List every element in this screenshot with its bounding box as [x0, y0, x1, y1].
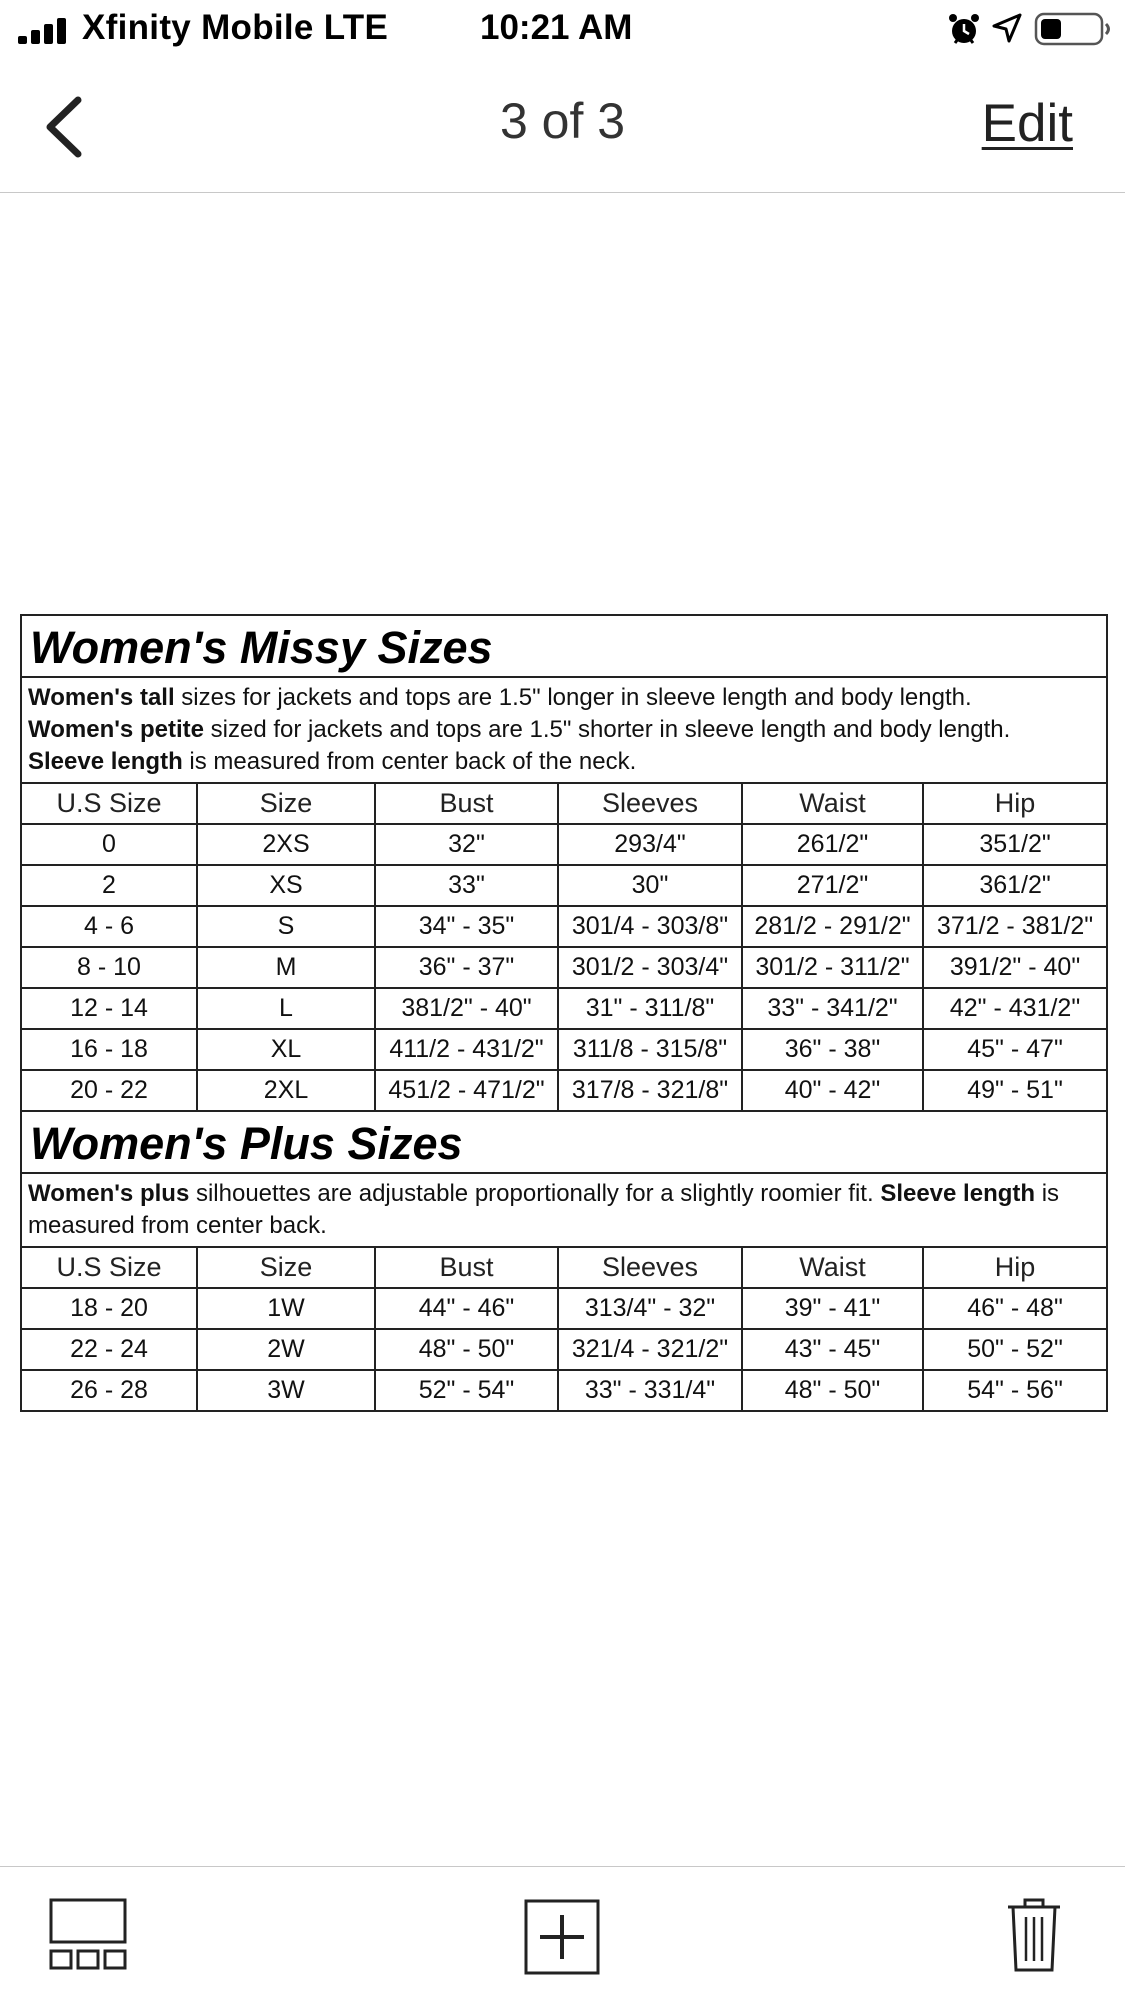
- table-cell: 313/4" - 32": [558, 1288, 742, 1329]
- missy-table-row: [21, 1070, 1107, 1111]
- table-cell: 301/4 - 303/8": [558, 906, 742, 947]
- alarm-icon: [947, 12, 981, 46]
- plus-header-row: [21, 1247, 1107, 1288]
- edit-button[interactable]: Edit: [981, 94, 1073, 153]
- table-cell: 33": [375, 865, 558, 906]
- table-cell: 48" - 50": [375, 1329, 558, 1370]
- table-cell: 40" - 42": [742, 1070, 923, 1111]
- table-cell: 49" - 51": [923, 1070, 1107, 1111]
- column-header: Size: [197, 1247, 375, 1288]
- table-cell: 31" - 311/8": [558, 988, 742, 1029]
- column-header: U.S Size: [21, 1247, 197, 1288]
- note-text: is measured from center back.: [28, 1180, 1060, 1239]
- table-cell: 271/2": [742, 865, 923, 906]
- table-cell: 46" - 48": [923, 1288, 1107, 1329]
- table-cell: 321/4 - 321/2": [558, 1329, 742, 1370]
- plus-section-title: Women's Plus Sizes: [21, 1111, 1107, 1173]
- note-bold: Women's plus: [28, 1180, 190, 1207]
- table-cell: 411/2 - 431/2": [375, 1029, 558, 1070]
- note-text: silhouettes are adjustable proportionally for a slightly roomier fit.: [189, 1180, 881, 1207]
- table-cell: 43" - 45": [742, 1329, 923, 1370]
- signal-icon: [18, 18, 70, 44]
- bottom-toolbar: [0, 1866, 1125, 2002]
- table-cell: 33" - 331/4": [558, 1370, 742, 1411]
- table-cell: 311/8 - 315/8": [558, 1029, 742, 1070]
- table-cell: 45" - 47": [923, 1029, 1107, 1070]
- table-cell: 12 - 14: [21, 988, 197, 1029]
- table-cell: 261/2": [742, 824, 923, 865]
- plus-table-row: [21, 1370, 1107, 1411]
- table-cell: 361/2": [923, 865, 1107, 906]
- plus-notes: [21, 1173, 1107, 1247]
- note-text: is measured from center back of the neck.: [182, 748, 637, 775]
- table-cell: 48" - 50": [742, 1370, 923, 1411]
- table-cell: 371/2 - 381/2": [923, 906, 1107, 947]
- table-cell: 33" - 341/2": [742, 988, 923, 1029]
- table-cell: 44" - 46": [375, 1288, 558, 1329]
- table-cell: S: [197, 906, 375, 947]
- table-cell: 293/4": [558, 824, 742, 865]
- grid-view-icon[interactable]: [48, 1897, 128, 1971]
- column-header: Waist: [742, 783, 923, 824]
- table-cell: 451/2 - 471/2": [375, 1070, 558, 1111]
- plus-table-row: [21, 1288, 1107, 1329]
- size-chart-table: [20, 614, 1108, 1412]
- table-cell: 2W: [197, 1329, 375, 1370]
- table-cell: 4 - 6: [21, 906, 197, 947]
- table-cell: XL: [197, 1029, 375, 1070]
- carrier-name: Xfinity Mobile LTE: [82, 8, 389, 47]
- missy-section-title: Women's Missy Sizes: [21, 615, 1107, 677]
- table-cell: 34" - 35": [375, 906, 558, 947]
- note-bold: Women's petite: [28, 716, 204, 743]
- column-header: U.S Size: [21, 783, 197, 824]
- table-cell: 2: [21, 865, 197, 906]
- note-text: sizes for jackets and tops are 1.5" longer in sleeve length and body length.: [174, 684, 972, 711]
- table-cell: 2XL: [197, 1070, 375, 1111]
- table-cell: 36" - 38": [742, 1029, 923, 1070]
- missy-header-row: [21, 783, 1107, 824]
- missy-table-row: [21, 824, 1107, 865]
- table-cell: 381/2" - 40": [375, 988, 558, 1029]
- missy-notes: [21, 677, 1107, 783]
- battery-icon: [1034, 11, 1112, 47]
- table-cell: 42" - 431/2": [923, 988, 1107, 1029]
- plus-table-row: [21, 1329, 1107, 1370]
- note-bold: Women's tall: [28, 684, 175, 711]
- table-cell: 16 - 18: [21, 1029, 197, 1070]
- table-cell: 18 - 20: [21, 1288, 197, 1329]
- table-cell: 301/2 - 303/4": [558, 947, 742, 988]
- table-cell: 32": [375, 824, 558, 865]
- missy-table-row: [21, 906, 1107, 947]
- table-cell: 391/2" - 40": [923, 947, 1107, 988]
- table-cell: 39" - 41": [742, 1288, 923, 1329]
- column-header: Sleeves: [558, 1247, 742, 1288]
- note-line: [28, 746, 1100, 778]
- column-header: Hip: [923, 1247, 1107, 1288]
- note-line: [28, 714, 1100, 746]
- table-cell: 22 - 24: [21, 1329, 197, 1370]
- table-cell: 1W: [197, 1288, 375, 1329]
- table-cell: 351/2": [923, 824, 1107, 865]
- table-cell: 50" - 52": [923, 1329, 1107, 1370]
- table-cell: 8 - 10: [21, 947, 197, 988]
- table-cell: M: [197, 947, 375, 988]
- note-text: sized for jackets and tops are 1.5" shorter in sleeve length and body length.: [203, 716, 1011, 743]
- nav-bar: [0, 62, 1125, 193]
- status-time: 10:21 AM: [480, 8, 633, 47]
- missy-table-row: [21, 988, 1107, 1029]
- column-header: Waist: [742, 1247, 923, 1288]
- table-cell: 26 - 28: [21, 1370, 197, 1411]
- table-cell: 52" - 54": [375, 1370, 558, 1411]
- table-cell: 30": [558, 865, 742, 906]
- trash-icon[interactable]: [1004, 1895, 1064, 1973]
- table-cell: L: [197, 988, 375, 1029]
- table-cell: 301/2 - 311/2": [742, 947, 923, 988]
- note-bold: Sleeve length: [880, 1180, 1036, 1207]
- missy-table-row: [21, 865, 1107, 906]
- status-bar: [0, 0, 1125, 60]
- table-cell: 3W: [197, 1370, 375, 1411]
- plus-icon[interactable]: [524, 1899, 600, 1975]
- column-header: Sleeves: [558, 783, 742, 824]
- table-cell: 317/8 - 321/8": [558, 1070, 742, 1111]
- table-cell: 281/2 - 291/2": [742, 906, 923, 947]
- page-title: 3 of 3: [499, 93, 626, 149]
- note-line: [28, 682, 1100, 714]
- column-header: Bust: [375, 783, 558, 824]
- missy-table-row: [21, 947, 1107, 988]
- table-cell: 54" - 56": [923, 1370, 1107, 1411]
- column-header: Bust: [375, 1247, 558, 1288]
- table-cell: 0: [21, 824, 197, 865]
- note-bold: Sleeve length: [28, 748, 183, 775]
- table-cell: 20 - 22: [21, 1070, 197, 1111]
- column-header: Hip: [923, 783, 1107, 824]
- column-header: Size: [197, 783, 375, 824]
- missy-table-row: [21, 1029, 1107, 1070]
- table-cell: 2XS: [197, 824, 375, 865]
- size-chart-image: [20, 614, 1110, 1448]
- table-cell: 36" - 37": [375, 947, 558, 988]
- location-icon: [991, 12, 1023, 44]
- table-cell: XS: [197, 865, 375, 906]
